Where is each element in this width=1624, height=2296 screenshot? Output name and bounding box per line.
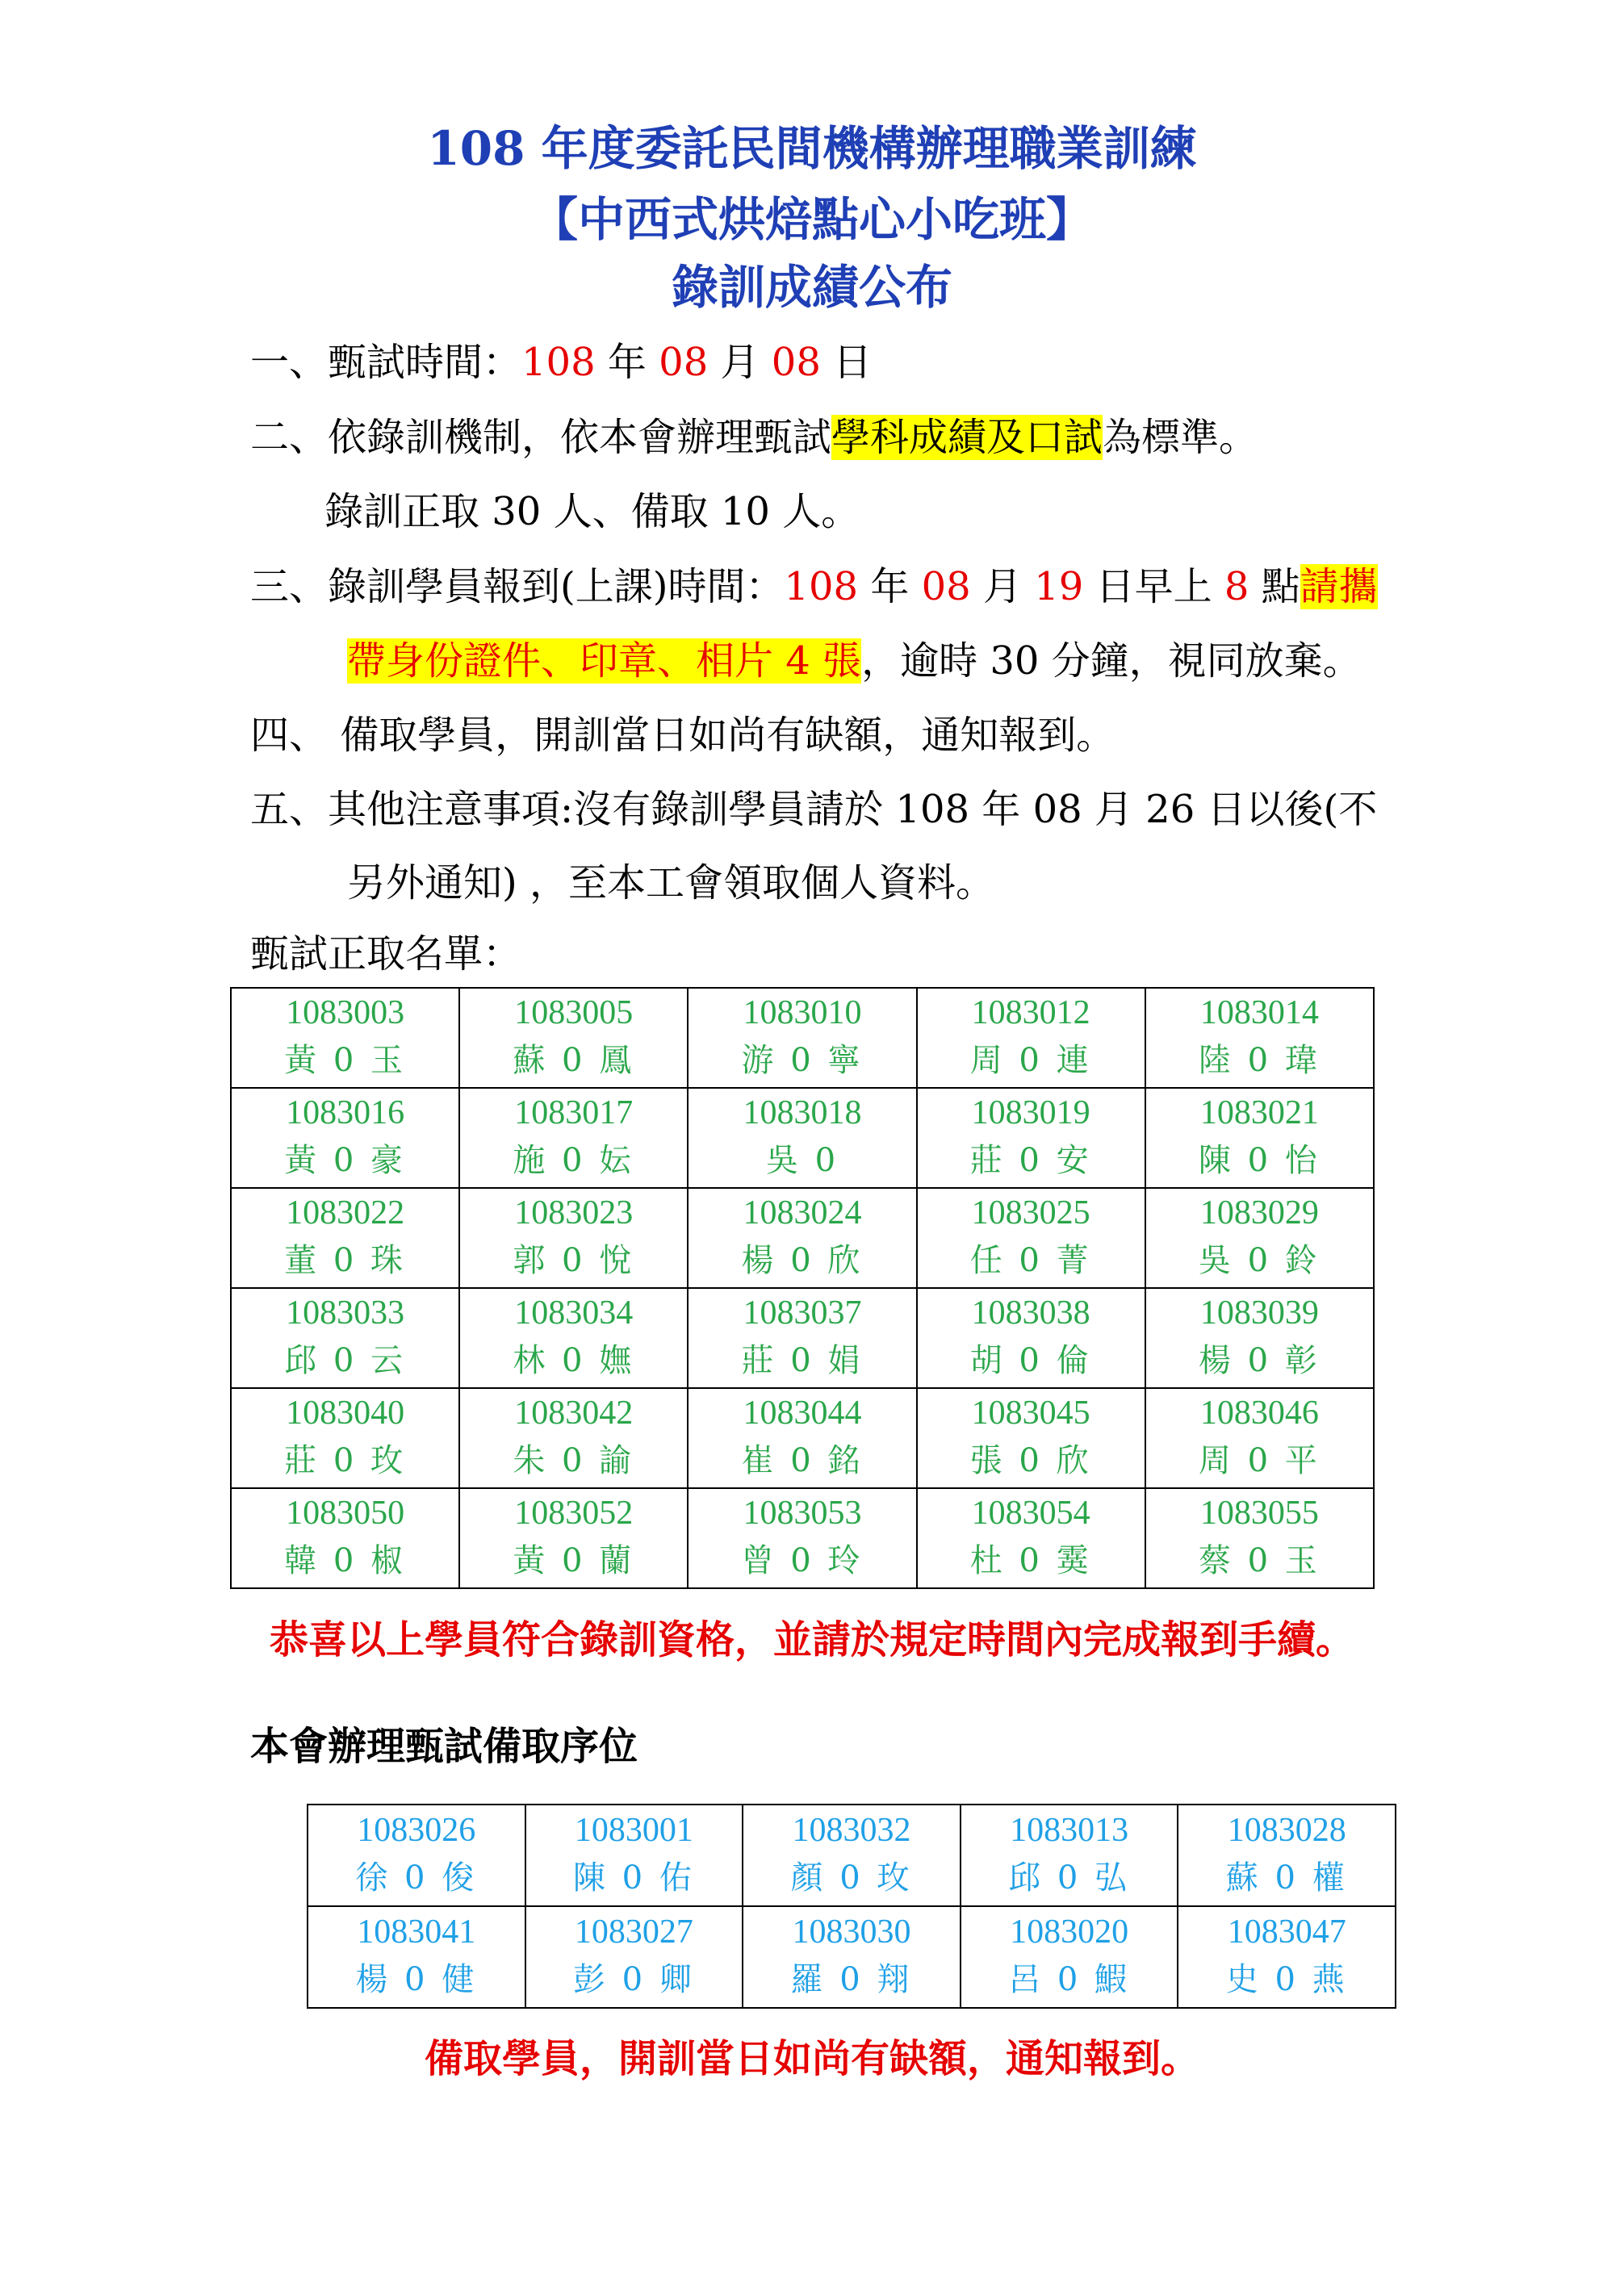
student-name: 顏 0 玫 <box>790 1859 913 1897</box>
student-id: 1083024 <box>743 1194 862 1232</box>
student-name: 周 0 平 <box>1198 1442 1321 1480</box>
student-id: 1083012 <box>971 993 1090 1031</box>
admitted-table <box>230 987 1375 1589</box>
student-name: 崔 0 銘 <box>741 1442 864 1480</box>
student-cell <box>308 1805 525 1906</box>
student-id: 1083053 <box>743 1494 862 1532</box>
student-name: 杜 0 霙 <box>969 1542 1092 1580</box>
student-id: 1083023 <box>514 1194 634 1232</box>
student-id: 1083041 <box>357 1913 476 1951</box>
course-name: 【中西式烘焙點心小吃班】 <box>530 192 1093 247</box>
item-admission-criteria: 二、依錄訓機制，依本會辦理甄試學科成績及口試為標準。 <box>250 415 1258 460</box>
student-cell <box>1178 1906 1396 2008</box>
student-name: 蔡 0 玉 <box>1198 1542 1321 1580</box>
student-id: 1083034 <box>514 1294 634 1332</box>
student-name: 游 0 寧 <box>741 1042 864 1080</box>
student-id: 1083001 <box>574 1811 693 1849</box>
student-name: 董 0 珠 <box>284 1242 407 1280</box>
table-row <box>308 1805 1396 1906</box>
student-cell <box>1145 1088 1374 1188</box>
student-cell <box>743 1805 961 1906</box>
student-id: 1083029 <box>1199 1194 1319 1232</box>
student-cell <box>1145 1488 1374 1588</box>
student-cell <box>688 1388 916 1488</box>
student-cell <box>1178 1805 1396 1906</box>
student-name: 黃 0 豪 <box>284 1142 407 1180</box>
announcement-heading: 錄訓成績公布 <box>671 260 952 315</box>
student-name: 楊 0 健 <box>355 1961 478 1999</box>
student-cell <box>688 1488 916 1588</box>
student-cell <box>917 1288 1145 1388</box>
student-cell <box>688 1088 916 1188</box>
student-name: 彭 0 卿 <box>572 1961 695 1999</box>
student-id: 1083050 <box>286 1494 405 1532</box>
student-name: 黃 0 玉 <box>284 1042 407 1080</box>
student-id: 1083019 <box>971 1094 1090 1131</box>
student-id: 1083020 <box>1010 1913 1129 1951</box>
student-id: 1083042 <box>514 1394 634 1432</box>
item-report-time: 三、錄訓學員報到(上課)時間：108 年 08 月 19 日早上 8 點請攜 <box>250 564 1378 609</box>
item-reserve-notice: 四、 備取學員，開訓當日如尚有缺額，通知報到。 <box>250 713 1115 758</box>
student-id: 1083016 <box>286 1094 405 1131</box>
table-row <box>231 1188 1374 1288</box>
student-cell <box>231 1088 459 1188</box>
student-name: 莊 0 安 <box>969 1142 1092 1180</box>
student-name: 胡 0 倫 <box>969 1342 1092 1380</box>
student-id: 1083026 <box>357 1811 476 1849</box>
student-name: 朱 0 諭 <box>513 1442 635 1480</box>
student-id: 1083044 <box>743 1394 862 1432</box>
student-id: 1083013 <box>1010 1811 1129 1849</box>
student-id: 1083030 <box>792 1913 911 1951</box>
student-cell <box>917 1388 1145 1488</box>
student-cell <box>961 1906 1178 2008</box>
student-cell <box>1145 1188 1374 1288</box>
student-id: 1083055 <box>1199 1494 1319 1532</box>
student-id: 1083054 <box>971 1494 1090 1532</box>
student-name: 林 0 嫵 <box>513 1342 635 1380</box>
reserve-table <box>307 1804 1396 2009</box>
student-id: 1083022 <box>286 1194 405 1232</box>
student-name: 陳 0 怡 <box>1198 1142 1321 1180</box>
table-row <box>231 988 1374 1088</box>
item-other-notes-cont: 另外通知) ，至本工會領取個人資料。 <box>347 860 994 905</box>
student-cell <box>525 1805 743 1906</box>
student-cell <box>459 988 688 1088</box>
student-name: 羅 0 翔 <box>790 1961 913 1999</box>
reserve-list-caption: 本會辦理甄試備取序位 <box>250 1724 638 1769</box>
student-id: 1083010 <box>743 993 862 1031</box>
student-id: 1083040 <box>286 1394 405 1432</box>
student-cell <box>459 1188 688 1288</box>
student-cell <box>743 1906 961 2008</box>
student-name: 曾 0 玲 <box>741 1542 864 1580</box>
student-cell <box>917 1488 1145 1588</box>
student-cell <box>1145 988 1374 1088</box>
student-name: 吳 0 <box>765 1142 839 1180</box>
student-name: 蘇 0 權 <box>1225 1859 1348 1897</box>
student-name: 呂 0 鰕 <box>1008 1961 1131 1999</box>
student-name: 黃 0 蘭 <box>513 1542 635 1580</box>
admitted-list-caption: 甄試正取名單： <box>250 931 522 977</box>
student-id: 1083014 <box>1199 993 1319 1031</box>
item-admission-quota: 錄訓正取 30 人、備取 10 人。 <box>324 489 860 534</box>
student-id: 1083052 <box>514 1494 634 1532</box>
item-exam-date: 一、甄試時間：108 年 08 月 08 日 <box>250 340 873 385</box>
student-name: 莊 0 娟 <box>741 1342 864 1380</box>
student-cell <box>459 1288 688 1388</box>
table-row <box>231 1288 1374 1388</box>
student-cell <box>688 1288 916 1388</box>
student-id: 1083005 <box>514 993 634 1031</box>
student-name: 邱 0 云 <box>284 1342 407 1380</box>
student-cell <box>459 1388 688 1488</box>
student-name: 周 0 連 <box>969 1042 1092 1080</box>
student-cell <box>961 1805 1178 1906</box>
reserve-note: 備取學員，開訓當日如尚有缺額，通知報到。 <box>424 2036 1199 2081</box>
student-cell <box>917 988 1145 1088</box>
student-id: 1083045 <box>971 1394 1090 1432</box>
student-id: 1083027 <box>574 1913 693 1951</box>
student-cell <box>525 1906 743 2008</box>
student-cell <box>688 1188 916 1288</box>
student-name: 徐 0 俊 <box>355 1859 478 1897</box>
table-row <box>231 1488 1374 1588</box>
item-report-requirements: 帶身份證件、印章、相片 4 張，逾時 30 分鐘，視同放棄。 <box>347 638 1362 684</box>
student-cell <box>917 1088 1145 1188</box>
table-row <box>231 1088 1374 1188</box>
student-id: 1083039 <box>1199 1294 1319 1332</box>
student-cell <box>308 1906 525 2008</box>
student-cell <box>231 1288 459 1388</box>
student-name: 史 0 燕 <box>1225 1961 1348 1999</box>
student-id: 1083038 <box>971 1294 1090 1332</box>
table-row <box>308 1906 1396 2008</box>
congrats-message: 恭喜以上學員符合錄訓資格，並請於規定時間內完成報到手續。 <box>269 1617 1354 1662</box>
student-name: 邱 0 弘 <box>1008 1859 1131 1897</box>
student-cell <box>459 1088 688 1188</box>
student-id: 1083017 <box>514 1094 634 1131</box>
student-cell <box>231 988 459 1088</box>
item-other-notes: 五、其他注意事項:沒有錄訓學員請於 108 年 08 月 26 日以後(不 <box>250 787 1378 832</box>
student-name: 任 0 菁 <box>969 1242 1092 1280</box>
student-name: 蘇 0 鳳 <box>513 1042 635 1080</box>
student-cell <box>231 1188 459 1288</box>
student-name: 郭 0 悅 <box>513 1242 635 1280</box>
student-name: 施 0 妘 <box>513 1142 635 1180</box>
student-id: 1083021 <box>1199 1094 1319 1131</box>
student-name: 韓 0 椒 <box>284 1542 407 1580</box>
student-cell <box>231 1388 459 1488</box>
student-id: 1083025 <box>971 1194 1090 1232</box>
student-cell <box>917 1188 1145 1288</box>
student-id: 1083037 <box>743 1294 862 1332</box>
student-name: 吳 0 鈴 <box>1198 1242 1321 1280</box>
student-cell <box>1145 1388 1374 1488</box>
student-name: 張 0 欣 <box>969 1442 1092 1480</box>
student-cell <box>1145 1288 1374 1388</box>
student-cell <box>459 1488 688 1588</box>
student-id: 1083018 <box>743 1094 862 1131</box>
student-cell <box>688 988 916 1088</box>
table-row <box>231 1388 1374 1488</box>
document-title: 108 年度委託民間機構辦理職業訓練 <box>427 121 1197 176</box>
student-name: 陸 0 瑋 <box>1198 1042 1321 1080</box>
student-id: 1083047 <box>1227 1913 1346 1951</box>
student-id: 1083003 <box>286 993 405 1031</box>
student-id: 1083032 <box>792 1811 911 1849</box>
student-name: 楊 0 彰 <box>1198 1342 1321 1380</box>
student-name: 莊 0 玫 <box>284 1442 407 1480</box>
student-name: 楊 0 欣 <box>741 1242 864 1280</box>
student-id: 1083033 <box>286 1294 405 1332</box>
student-id: 1083046 <box>1199 1394 1319 1432</box>
student-id: 1083028 <box>1227 1811 1346 1849</box>
student-name: 陳 0 佑 <box>572 1859 695 1897</box>
student-cell <box>231 1488 459 1588</box>
